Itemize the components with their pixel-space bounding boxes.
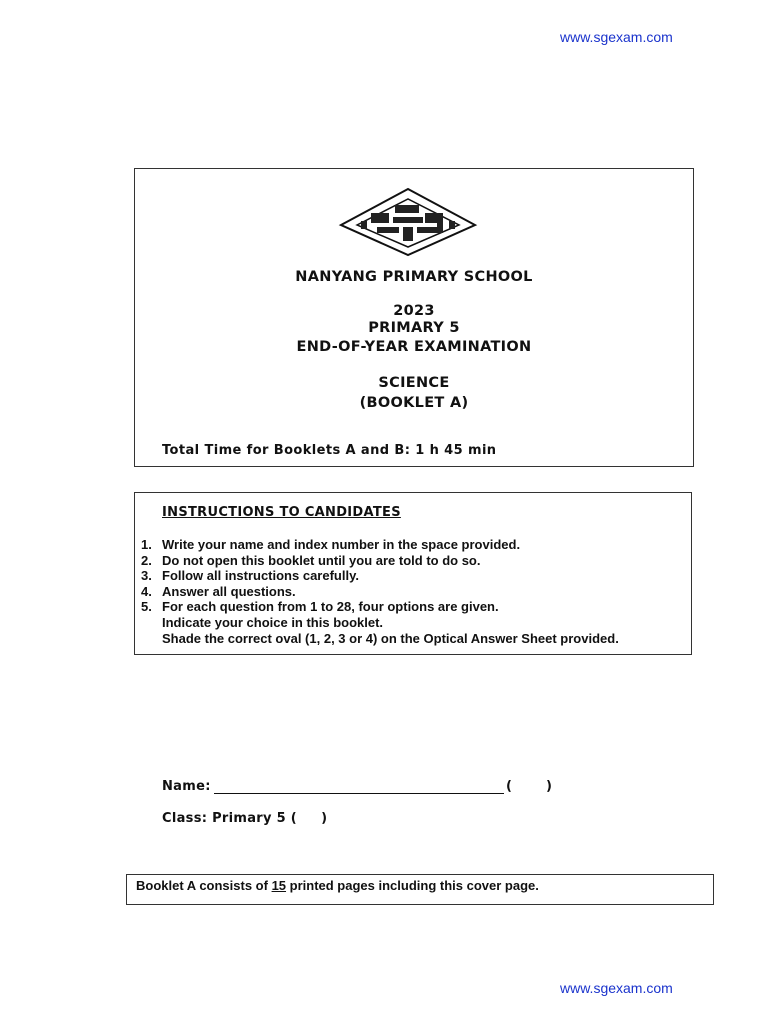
index-number-field[interactable]: ( ) [506, 779, 553, 794]
instruction-item [141, 584, 619, 600]
instructions-title: INSTRUCTIONS TO CANDIDATES [162, 505, 401, 520]
page-count-note [136, 878, 539, 893]
school-logo-icon [337, 187, 479, 257]
instruction-number: 5. [141, 599, 152, 615]
booklet-label: (BOOKLET A) [359, 395, 469, 411]
instruction-item [141, 537, 619, 553]
instruction-text: For each question from 1 to 28, four options are given. Indicate your choice in this booklet. Shade the correct oval (1, 2, 3 or 4) on the Optical Answer Sheet provided. [162, 599, 619, 646]
exam-subject: SCIENCE [378, 375, 450, 391]
instruction-text: Follow all instructions carefully. [162, 568, 359, 584]
page-count-prefix: Booklet A consists of [136, 878, 272, 893]
exam-level: PRIMARY 5 [368, 320, 460, 336]
name-input-line[interactable] [214, 793, 504, 794]
instruction-text: Do not open this booklet until you are told to do so. [162, 552, 481, 568]
page-count-number: 15 [271, 878, 287, 893]
instruction-number: 2. [141, 552, 152, 568]
website-link-top[interactable]: www.sgexam.com [560, 29, 673, 45]
school-name: NANYANG PRIMARY SCHOOL [295, 269, 533, 285]
page-count-suffix: printed pages including this cover page. [286, 878, 539, 893]
class-field[interactable]: Class: Primary 5 ( ) [162, 811, 328, 826]
website-link-bottom[interactable]: www.sgexam.com [560, 980, 673, 996]
exam-year: 2023 [393, 303, 435, 319]
instruction-text: Answer all questions. [162, 583, 296, 599]
total-time: Total Time for Booklets A and B: 1 h 45 min [162, 443, 497, 458]
instruction-number: 1. [141, 537, 152, 552]
instruction-text: Write your name and index number in the space provided. [162, 537, 521, 552]
instruction-number: 3. [141, 568, 152, 584]
instructions-list [141, 537, 619, 646]
exam-title: END-OF-YEAR EXAMINATION [296, 339, 532, 355]
name-label: Name: [162, 779, 211, 794]
instruction-item [141, 553, 619, 569]
instruction-item [141, 599, 619, 646]
instruction-number: 4. [141, 583, 152, 599]
instruction-item [141, 568, 619, 584]
